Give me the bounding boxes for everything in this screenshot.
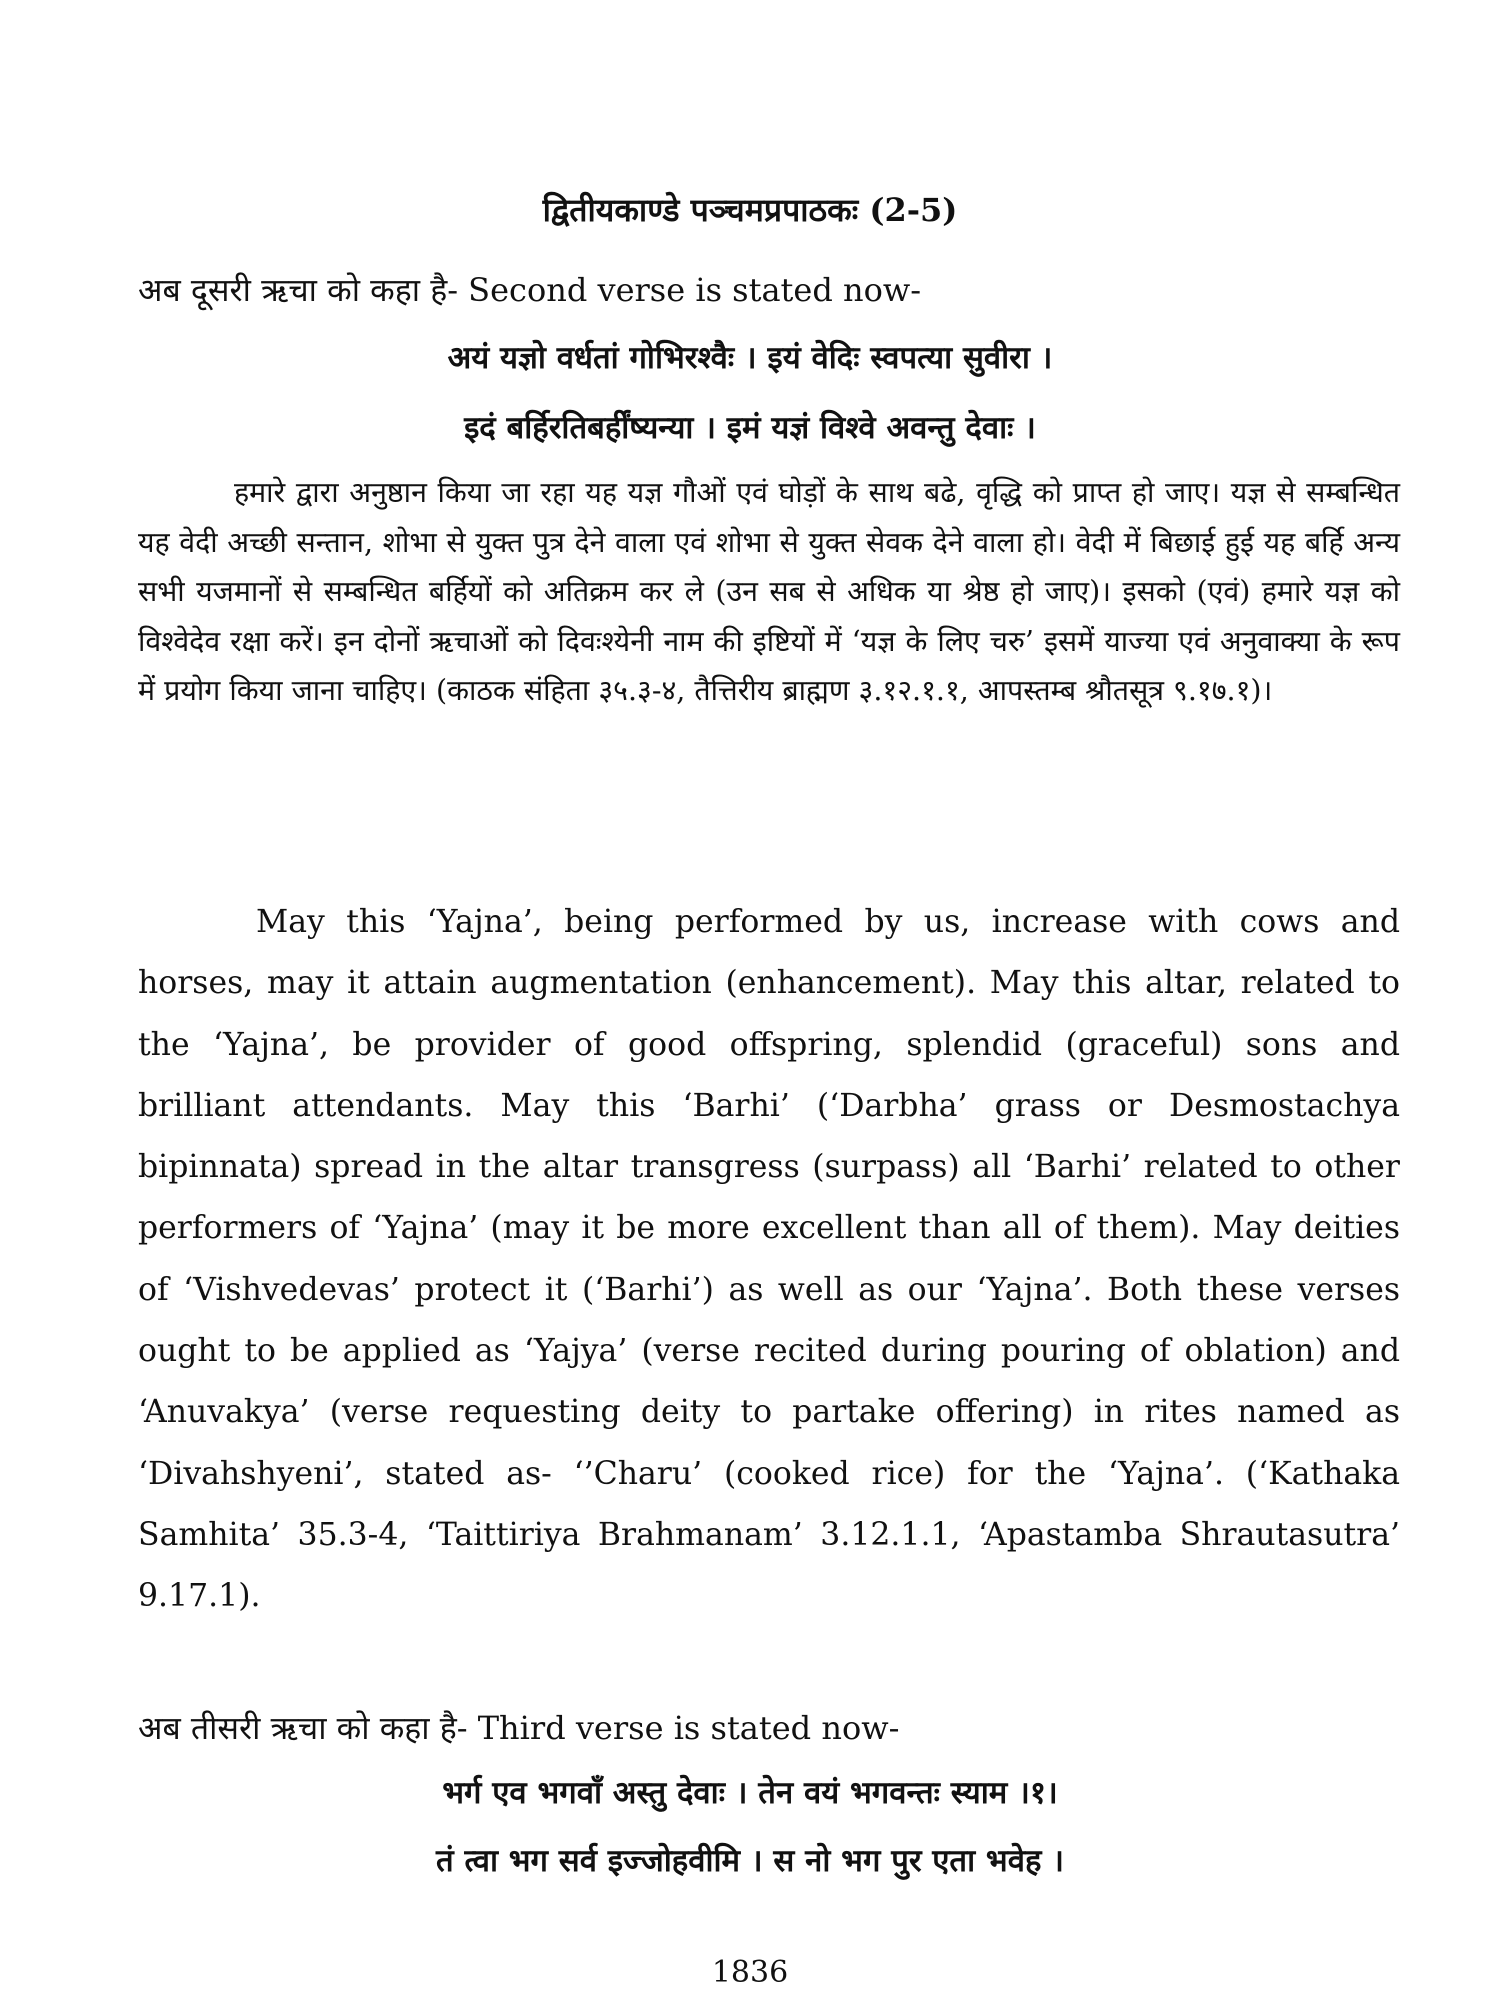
verse-third-line-1: भर्ग एव भगवाँ अस्तु देवाः । तेन वयं भगवन्तः स्याम ।१। bbox=[442, 1775, 1058, 1811]
verse-third-line-2: तं त्वा भग सर्व इज्जोहवीमि । स नो भग पुर एता भवेह । bbox=[436, 1843, 1064, 1879]
page-number: 1836 bbox=[711, 1955, 789, 1990]
hindi-commentary: हमारे द्वारा अनुष्ठान किया जा रहा यह यज्ञ गौओं एवं घोड़ों के साथ बढे, वृद्धि को प्राप्त हो जाए। यज्ञ से सम्बन्धित यह वेदी अच्छी सन्तान, शोभा से युक्त पुत्र देने वाला एवं शोभा से युक्त सेवक देने वाला हो। वेदी में बिछाई हुई यह बर्हि अन्य सभी यजमानों से सम्बन्धित बर्हियों को अतिक्रम कर ले (उन सब से अधिक या श्रेष्ठ हो जाए)। इसको (एवं) हमारे यज्ञ को विश्वेदेव रक्षा करें। इन दोनों ऋचाओं को दिवःश्येनी नाम की इष्टियों में ‘यज्ञ के लिए चरु’ इसमें याज्या एवं अनुवाक्या के रूप में प्रयोग किया जाना चाहिए। (काठक संहिता ३५.३-४, तैत्तिरीय ब्राह्मण ३.१२.१.१, आपस्तम्ब श्रौतसूत्र ९.१७.१)। bbox=[138, 476, 1400, 707]
english-translation: May this ‘Yajna’, being performed by us, increase with cows and horses, may it attain augmentation (enhancement). May this altar, related to the ‘Yajna’, be provider of good offspring, splendid (graceful) sons and brilliant attendants. May this ‘Barhi’ (‘Darbha’ grass or Desmostachya bipinnata) spread in the altar transgress (surpass) all ‘Barhi’ related to other performers of ‘Yajna’ (may it be more excellent than all of them). May deities of ‘Vishvedevas’ protect it (‘Barhi’) as well as our ‘Yajna’. Both these verses ought to be applied as ‘Yajya’ (verse recited during pouring of oblation) and ‘Anuvakya’ (verse requesting deity to partake offering) in rites named as ‘Divahshyeni’, stated as- ‘’Charu’ (cooked rice) for the ‘Yajna’. (‘Kathaka Samhita’ 35.3-4, ‘Taittiriya Brahmanam’ 3.12.1.1, ‘Apastamba Shrautasutra’ 9.17.1). bbox=[138, 904, 1400, 1615]
page-header: द्वितीयकाण्डे पञ्चमप्रपाठकः (2-5) bbox=[542, 191, 958, 229]
intro-third-verse: अब तीसरी ऋचा को कहा है- Third verse is stated now- bbox=[138, 1709, 900, 1747]
verse-second-line-1: अयं यज्ञो वर्धतां गोभिरश्वैः । इयं वेदिः स्वपत्या सुवीरा । bbox=[447, 340, 1053, 376]
verse-second-line-2: इदं बर्हिरतिबर्हींष्यन्या । इमं यज्ञं विश्वे अवन्तु देवाः । bbox=[464, 410, 1036, 446]
intro-second-verse: अब दूसरी ऋचा को कहा है- Second verse is stated now- bbox=[138, 271, 922, 309]
